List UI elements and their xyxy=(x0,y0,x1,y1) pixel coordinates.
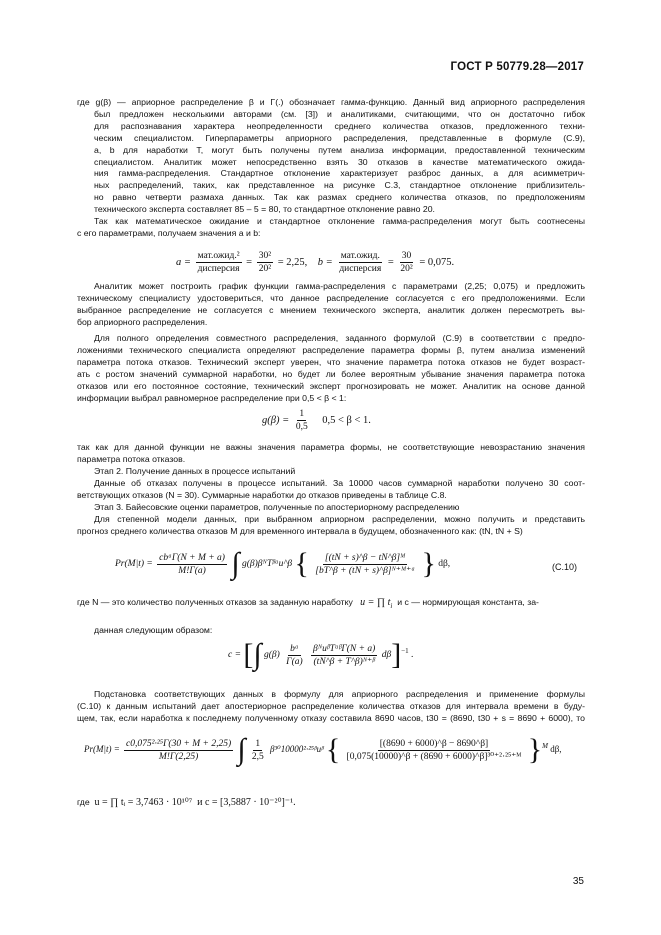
paragraph-c-intro: данная следующим образом: xyxy=(94,625,213,635)
paragraph-graph-check xyxy=(77,281,585,329)
equation-number-c10: (C.10) xyxy=(552,562,578,572)
equation-uniform-prior: g(β) = $\frac{1}{0,5}$ 0,5 < β < 1. xyxy=(262,409,371,432)
paragraph-power-model xyxy=(77,514,585,538)
paragraph-substitution xyxy=(77,689,585,725)
text-line: ветствующих отказов (N = 30). Суммарные наработки до отказов приведены в таблице С.8. xyxy=(77,489,447,500)
text-line: щем, так, если наработка к последнему полученному отказу составила 8690 часов, t30 = (8690, t30 + s = 8690 + 6000), то xyxy=(77,712,585,723)
text-line: ать с ростом значений суммарной наработки, но будет ли более вероятным убывание значения параметра потока xyxy=(77,368,585,379)
text-line: прогноз среднего количества отказов M для временного интервала в будущем, обозначенного как: (tN, tN + S) xyxy=(77,525,523,536)
paragraph-test-data xyxy=(77,478,585,502)
text-line: был предложен несколькими авторами (см. [3]) и аналитиками, считающими, что он достаточно гибок xyxy=(94,108,585,119)
text-line: параметра потока отказов. xyxy=(77,453,186,464)
text-line: ческим специалистом. Гиперпараметры априорного распределения, представленные в формуле (С.9), xyxy=(94,132,585,143)
text-line: для распознавания характера неопределенности среднего количества отказов, предложенного техни- xyxy=(94,120,585,131)
text-line: бор априорного распределения. xyxy=(77,316,208,327)
text-line: ния гамма-распределения. Стандартное отклонение характеризует разброс данных, а для асимметрич- xyxy=(94,168,585,179)
paragraph-n-definition: где N — это количество полученных отказов за заданную наработку u = ∏ $t_i$ и c — нормирующая константа, за- xyxy=(77,597,539,610)
text-line: где g(β) — априорное распределение β и Γ(.) обозначает гамма-функцию. Данный вид априорного распределения xyxy=(77,97,585,107)
equation-posterior: Pr(M|t) = $\frac{\text{c0,075²·²⁵Γ(30 + M + 2,25)}}{M!\Gamma(2,25)}$ ∫ $\frac{1}{2,5}$ β³⁰10000²·²⁵ᵝuᵝ { $\frac{[(8690 + 6000)\^{}\beta - 8690\^{}\beta]}{\text{[0,075(10000)\textasciicircum{}β + (8690 + 6000)\textasciicircum{}β]³⁰⁺²·²⁵⁺ᴹ}}$ }$^M$ dβ, xyxy=(84,733,562,766)
text-line: ложениями технического специалиста определяют распределение параметра формы β, путем анализа изменений xyxy=(77,344,585,355)
text-line: выбранное распределение не согласуется с мнением технического эксперта, аналитик должен пересмотреть вы- xyxy=(77,304,585,315)
text-line: Для степенной модели данных, при выбранном априорном распределении, можно получить и представить xyxy=(94,514,585,524)
stage-2-heading: Этап 2. Получение данных в процессе испытаний xyxy=(94,466,296,476)
text-line: специалистом. Аналитик может непосредственно взять 30 отказов в качестве математического ожида- xyxy=(94,156,585,167)
text-line: с его параметрами, получаем значения a и b: xyxy=(77,227,261,238)
paragraph-prior-distribution xyxy=(77,97,585,216)
equation-c: c = [∫ g(β) $\frac{\text{bᵃ}}{\Gamma(a)}$ $\frac{\text{βᴺuᵝTᵃᵝΓ(N + a)}}{\text{(tN\textasciicircum{}β + T\textasciicircum{}β)ᴺ⁺ᵝ}}$ dβ]$^{-1}$ . xyxy=(228,638,414,671)
text-line: ных распределений, таких, как представленное на рисунке С.3, стандартное отклонение приблизитель- xyxy=(94,180,585,191)
paragraph-shape-note xyxy=(77,442,585,466)
text-line: отказов или его постоянное состояние, технический эксперт прогнозировать не может. Аналитик на основе данной xyxy=(77,380,585,391)
text-line: параметра потока отказов. Технический эксперт уверен, что значение параметра потока отказов не будет возраст- xyxy=(77,356,585,367)
text-line: но равно четверти размаха данных. Так как размах среднего количества отказов, по предположениям xyxy=(94,192,585,203)
text-line: Так как математическое ожидание и стандартное отклонение гамма-распределения могут быть соотнесены xyxy=(94,216,585,226)
text-line: так как для данной функции не важны значения параметра формы, не соответствующие невозрастанию значения xyxy=(77,442,585,452)
text-line: техническому специалисту удостовериться, что данное распределение согласуется с его предположениями. Если xyxy=(77,292,585,303)
text-line: Данные об отказах получены в процессе испытаний. За 10000 часов суммарной наработки получено 30 соот- xyxy=(94,478,585,488)
text-line: информации выбрал равномерное распределение при 0,5 < β < 1: xyxy=(77,392,347,403)
text-line: Аналитик может построить график функции гамма-распределения с параметрами (2,25; 0,075) и предложить xyxy=(94,281,585,291)
page-number: 35 xyxy=(572,876,584,887)
paragraph-joint-distribution xyxy=(77,333,585,404)
standard-code-header: ГОСТ Р 50779.28—2017 xyxy=(450,61,584,73)
text-line: Подстановка соответствующих данных в формулу для априорного распределения и применение формулы xyxy=(94,689,585,699)
equation-c10: Pr(M|t) = $\frac{\text{cbᵃΓ(N + M + a)}}{M!\Gamma(a)}$ ∫ g(β)βᴺTᵝᵃu^β { $\frac{\text{[(tN + s)\textasciicircum{}β − tN\textasciicircum{}β]ᴹ}}{\text{[bT\textasciicircum{}β + (tN + s)\textasciicircum{}β]ᴺ⁺ᴹ⁺ᵃ}}$ } dβ, xyxy=(115,547,451,580)
paragraph-u-c-values: где u = ∏ tᵢ = 3,7463 · 10¹⁰⁷ и c = [3,5887 · 10⁻²⁰]⁻¹. xyxy=(77,797,296,808)
text-line: технического эксперта составляет 85 – 5 = 80, то стандартное отклонение равно 20. xyxy=(94,204,435,215)
text-line: (С.10) к данным испытаний дает апостериорное распределение количества отказов для интервала времени в буду- xyxy=(77,700,585,711)
text-line: a, b для наработки T, могут быть получены путем анализа информации, предоставленной техническим xyxy=(94,144,585,155)
text-line: Для полного определения совместного распределения, заданного формулой (С.9) в соответствии с предпо- xyxy=(94,333,585,343)
stage-3-heading: Этап 3. Байесовские оценки параметров, полученные по апостериорному распределению xyxy=(94,502,460,512)
paragraph-parameters xyxy=(77,216,585,240)
equation-a-b: a = $\frac{\text{мат.ожид.²}}{\text{дисперсия}}$ = $\frac{\text{30²}}{\text{20²}}$ = 2,25, b = $\frac{\text{мат.ожид.}}{\text{дисперсия}}$ = $\frac{30}{\text{20²}}$ = 0,075. xyxy=(176,251,455,274)
